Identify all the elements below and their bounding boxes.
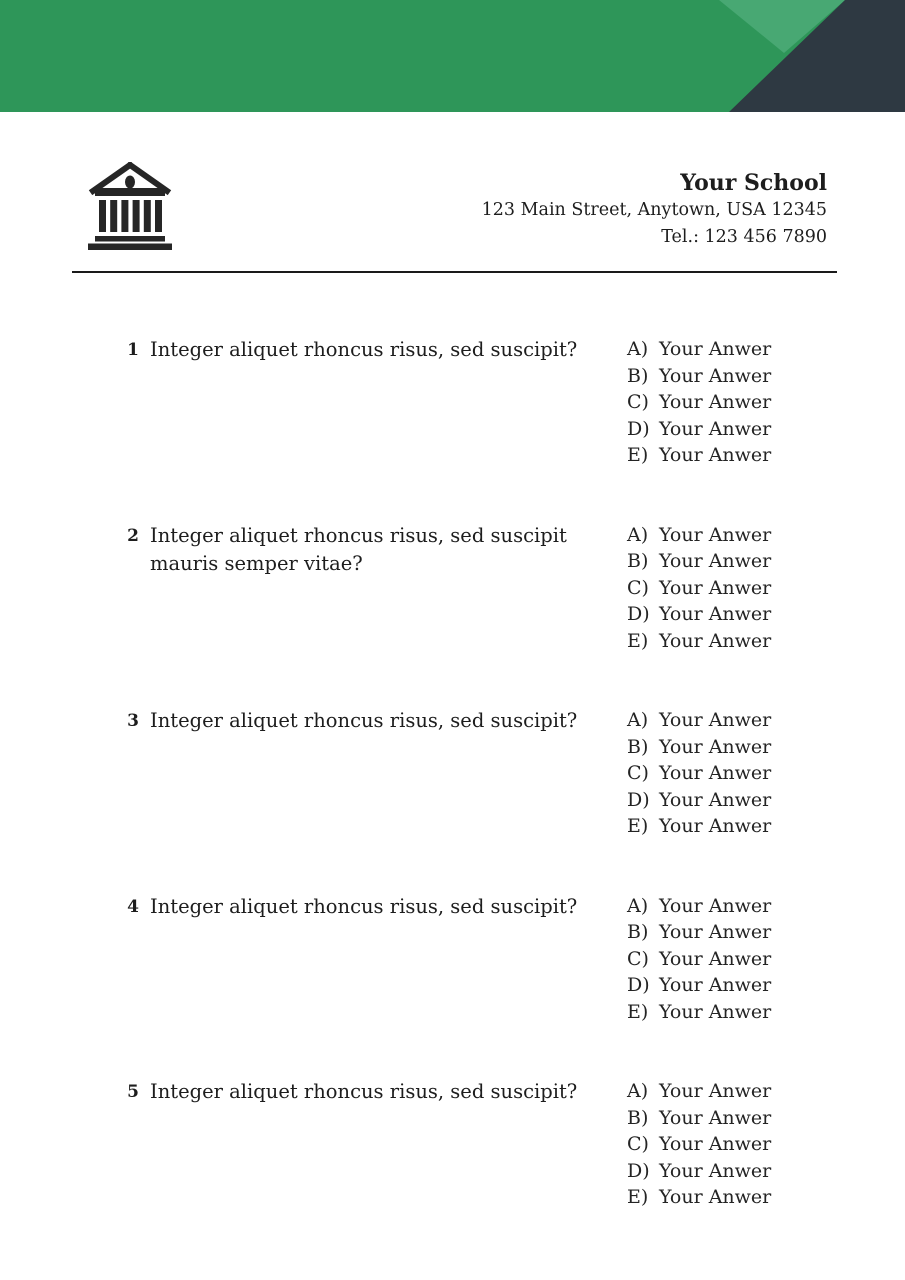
option-letter: E) bbox=[627, 1186, 649, 1208]
option-letter: B) bbox=[627, 550, 649, 572]
option-letter: E) bbox=[627, 629, 649, 652]
question-number: 4 bbox=[127, 896, 139, 917]
answer-option bbox=[627, 787, 771, 814]
question-text: Integer aliquet rhoncus risus, sed suscipit? bbox=[150, 338, 578, 361]
answer-option bbox=[627, 363, 771, 390]
option-label: Your Anwer bbox=[659, 1133, 772, 1155]
answer-option bbox=[627, 548, 771, 575]
question-block-1 bbox=[100, 336, 905, 469]
option-letter: D) bbox=[627, 417, 650, 440]
classical-building-icon bbox=[85, 162, 175, 250]
answer-option bbox=[627, 1131, 771, 1158]
option-letter: E) bbox=[627, 1000, 649, 1023]
question-list bbox=[100, 336, 905, 1264]
question-block-3 bbox=[100, 707, 905, 840]
answer-option bbox=[627, 919, 771, 946]
question-number: 1 bbox=[127, 340, 139, 360]
option-label: Your Anwer bbox=[659, 603, 772, 625]
answer-option bbox=[627, 389, 771, 416]
header-band bbox=[0, 0, 905, 112]
question-number: 5 bbox=[127, 1082, 139, 1102]
option-label: Your Anwer bbox=[659, 921, 772, 943]
option-letter: B) bbox=[627, 921, 649, 943]
option-letter: B) bbox=[627, 735, 649, 758]
answer-option bbox=[627, 760, 771, 787]
option-label: Your Anwer bbox=[659, 894, 772, 917]
option-letter: A) bbox=[627, 1080, 649, 1102]
school-phone: Tel.: 123 456 7890 bbox=[661, 227, 827, 247]
option-label: Your Anwer bbox=[659, 1080, 772, 1102]
option-letter: E) bbox=[627, 444, 649, 466]
answer-option bbox=[627, 734, 771, 761]
option-letter: A) bbox=[627, 894, 649, 917]
answer-option bbox=[627, 946, 771, 973]
school-address: 123 Main Street, Anytown, USA 12345 bbox=[481, 200, 827, 220]
answer-options bbox=[627, 1078, 771, 1211]
answer-option bbox=[627, 601, 771, 628]
school-logo bbox=[85, 162, 175, 250]
answer-option bbox=[627, 336, 771, 363]
answer-option bbox=[627, 972, 771, 999]
option-label: Your Anwer bbox=[659, 444, 772, 466]
option-letter: A) bbox=[627, 523, 649, 546]
option-label: Your Anwer bbox=[659, 523, 772, 546]
option-label: Your Anwer bbox=[659, 417, 772, 440]
option-label: Your Anwer bbox=[659, 391, 772, 413]
option-label: Your Anwer bbox=[659, 947, 772, 970]
answer-option bbox=[627, 575, 771, 602]
option-label: Your Anwer bbox=[659, 1106, 772, 1129]
option-letter: A) bbox=[627, 709, 649, 731]
answer-option bbox=[627, 1184, 771, 1211]
answer-option bbox=[627, 1078, 771, 1105]
header-divider bbox=[72, 271, 837, 273]
question-number: 3 bbox=[127, 711, 139, 731]
option-label: Your Anwer bbox=[659, 815, 772, 837]
option-label: Your Anwer bbox=[659, 1186, 772, 1208]
question-block-2 bbox=[100, 522, 905, 655]
question-block-5 bbox=[100, 1078, 905, 1211]
answer-option bbox=[627, 813, 771, 840]
answer-option bbox=[627, 893, 771, 920]
option-label: Your Anwer bbox=[659, 629, 772, 652]
answer-option bbox=[627, 628, 771, 655]
question-text: Integer aliquet rhoncus risus, sed suscipit? bbox=[150, 1080, 578, 1103]
option-label: Your Anwer bbox=[659, 1000, 772, 1023]
answer-option bbox=[627, 442, 771, 469]
option-label: Your Anwer bbox=[659, 364, 772, 387]
question-number: 2 bbox=[127, 525, 139, 546]
school-contact-block bbox=[482, 169, 827, 251]
question-block-4 bbox=[100, 893, 905, 1026]
option-label: Your Anwer bbox=[659, 974, 772, 996]
option-letter: C) bbox=[627, 576, 649, 599]
option-letter: C) bbox=[627, 391, 649, 413]
answer-options bbox=[627, 707, 771, 840]
option-letter: B) bbox=[627, 364, 649, 387]
option-letter: E) bbox=[627, 815, 649, 837]
option-label: Your Anwer bbox=[659, 762, 772, 784]
answer-option bbox=[627, 707, 771, 734]
option-letter: A) bbox=[627, 338, 649, 360]
answer-options bbox=[627, 893, 771, 1026]
option-letter: D) bbox=[627, 1159, 650, 1182]
answer-option bbox=[627, 1105, 771, 1132]
option-letter: B) bbox=[627, 1106, 649, 1129]
answer-options bbox=[627, 336, 771, 469]
option-letter: D) bbox=[627, 974, 650, 996]
option-label: Your Anwer bbox=[659, 338, 772, 360]
option-letter: C) bbox=[627, 762, 649, 784]
option-label: Your Anwer bbox=[659, 788, 772, 811]
option-label: Your Anwer bbox=[659, 1159, 772, 1182]
answer-option bbox=[627, 522, 771, 549]
option-label: Your Anwer bbox=[659, 709, 772, 731]
question-text: Integer aliquet rhoncus risus, sed suscipit mauris semper vitae? bbox=[150, 523, 567, 575]
option-label: Your Anwer bbox=[659, 576, 772, 599]
option-letter: C) bbox=[627, 947, 649, 970]
option-label: Your Anwer bbox=[659, 550, 772, 572]
question-text: Integer aliquet rhoncus risus, sed suscipit? bbox=[150, 894, 578, 918]
answer-option bbox=[627, 416, 771, 443]
answer-option bbox=[627, 999, 771, 1026]
option-letter: C) bbox=[627, 1133, 649, 1155]
answer-options bbox=[627, 522, 771, 655]
school-name: Your School bbox=[680, 170, 827, 196]
answer-option bbox=[627, 1158, 771, 1185]
option-letter: D) bbox=[627, 603, 650, 625]
option-letter: D) bbox=[627, 788, 650, 811]
option-label: Your Anwer bbox=[659, 735, 772, 758]
question-text: Integer aliquet rhoncus risus, sed suscipit? bbox=[150, 709, 578, 732]
